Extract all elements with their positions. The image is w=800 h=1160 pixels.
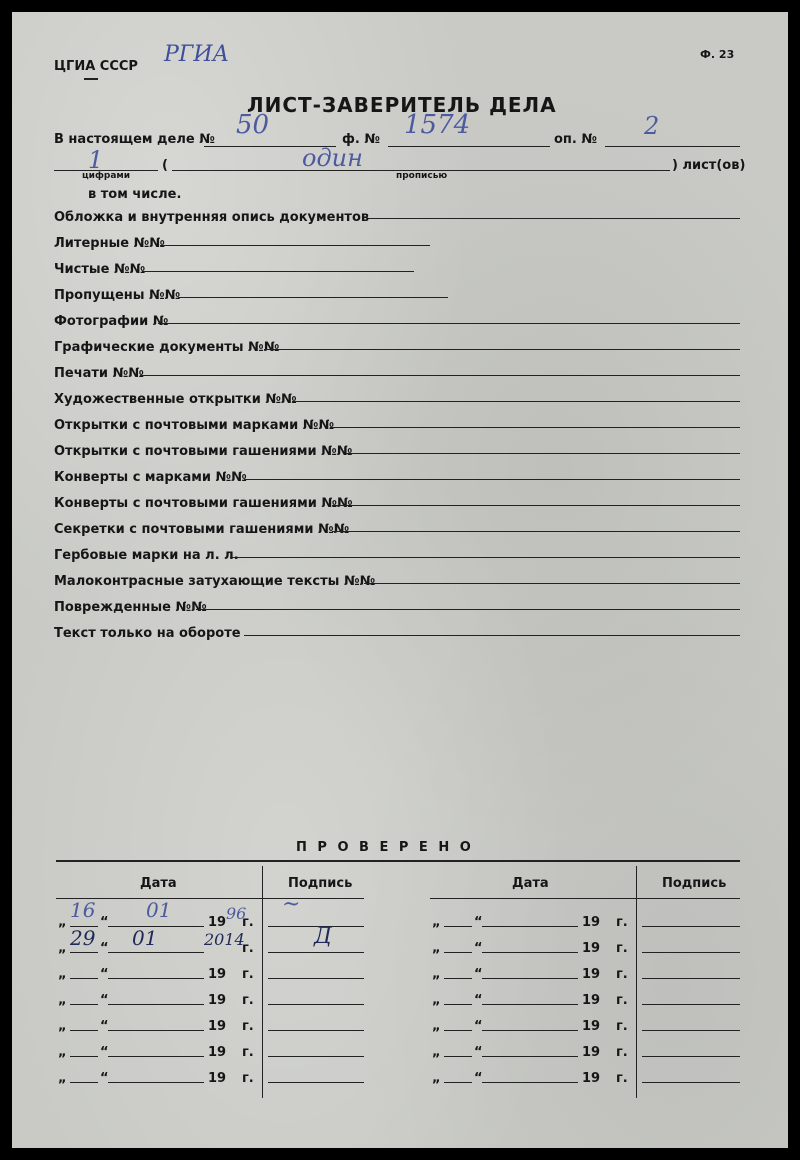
sign-line bbox=[268, 952, 364, 953]
case-number: 50 bbox=[236, 110, 270, 140]
left-date-header: Дата bbox=[140, 876, 177, 891]
row-label: Гербовые марки на л. л. bbox=[54, 548, 239, 563]
year-prefix: 19 bbox=[582, 941, 601, 956]
month-line bbox=[482, 978, 578, 979]
including-label: в том числе. bbox=[88, 187, 182, 202]
month-line bbox=[482, 1004, 578, 1005]
row-label: Текст только на обороте bbox=[54, 626, 241, 641]
row-line bbox=[368, 218, 740, 219]
fond-number: 1574 bbox=[404, 110, 471, 140]
day-line bbox=[70, 1004, 98, 1005]
sheets-suffix: ) лист(ов) bbox=[672, 158, 746, 173]
quote-open: „ bbox=[432, 915, 441, 930]
opis-underline bbox=[605, 146, 740, 147]
year-prefix: 19 bbox=[582, 1019, 601, 1034]
row-line bbox=[230, 557, 740, 558]
opis-label: оп. № bbox=[554, 132, 598, 147]
sign-line bbox=[268, 1030, 364, 1031]
sign-line bbox=[642, 978, 740, 979]
year-suffix: г. bbox=[242, 1045, 254, 1060]
month-line bbox=[108, 978, 204, 979]
document-title: ЛИСТ-ЗАВЕРИТЕЛЬ ДЕЛА bbox=[247, 93, 557, 117]
hand-month-1: 01 bbox=[146, 898, 172, 922]
archive-handwritten-name: РГИА bbox=[164, 42, 230, 67]
quote-open: „ bbox=[432, 1019, 441, 1034]
year-prefix: 19 bbox=[208, 915, 227, 930]
day-line bbox=[70, 1056, 98, 1057]
row-line bbox=[292, 401, 740, 402]
month-line bbox=[108, 952, 204, 953]
day-line bbox=[444, 978, 472, 979]
left-header-rule bbox=[56, 898, 364, 899]
year-suffix: г. bbox=[616, 1071, 628, 1086]
sign-line bbox=[268, 1004, 364, 1005]
year-suffix: г. bbox=[242, 915, 254, 930]
year-suffix: г. bbox=[242, 967, 254, 982]
quote-close: “ bbox=[474, 1045, 483, 1060]
day-line bbox=[444, 1056, 472, 1057]
year-prefix: 19 bbox=[582, 1045, 601, 1060]
year-prefix: 19 bbox=[208, 1071, 227, 1086]
sign-line bbox=[268, 978, 364, 979]
day-line bbox=[444, 926, 472, 927]
year-suffix: г. bbox=[616, 941, 628, 956]
quote-close: “ bbox=[100, 993, 109, 1008]
row-line bbox=[142, 271, 414, 272]
year-suffix: г. bbox=[242, 1019, 254, 1034]
quote-close: “ bbox=[474, 1019, 483, 1034]
row-line bbox=[178, 297, 448, 298]
day-line bbox=[444, 1030, 472, 1031]
year-prefix: 19 bbox=[582, 993, 601, 1008]
right-date-header: Дата bbox=[512, 876, 549, 891]
quote-open: „ bbox=[432, 967, 441, 982]
count-digits: 1 bbox=[88, 146, 104, 174]
row-label: Чистые №№ bbox=[54, 262, 146, 277]
quote-open: „ bbox=[58, 915, 67, 930]
hand-day-2: 29 bbox=[70, 926, 96, 950]
sign-line bbox=[268, 1082, 364, 1083]
row-label: Конверты с марками №№ bbox=[54, 470, 247, 485]
quote-close: “ bbox=[100, 941, 109, 956]
document-page bbox=[12, 12, 788, 1148]
quote-open: „ bbox=[432, 993, 441, 1008]
row-label: Открытки с почтовыми гашениями №№ bbox=[54, 444, 353, 459]
quote-open: „ bbox=[58, 967, 67, 982]
year-prefix: 19 bbox=[208, 967, 227, 982]
quote-open: „ bbox=[58, 993, 67, 1008]
day-line bbox=[70, 952, 98, 953]
archive-name: ЦГИА СССР bbox=[54, 59, 138, 74]
row-label: Печати №№ bbox=[54, 366, 144, 381]
opis-number: 2 bbox=[644, 112, 660, 140]
case-label: В настоящем деле № bbox=[54, 132, 215, 147]
quote-open: „ bbox=[58, 1019, 67, 1034]
month-line bbox=[108, 1030, 204, 1031]
quote-close: “ bbox=[474, 941, 483, 956]
month-line bbox=[482, 1056, 578, 1057]
quote-open: „ bbox=[58, 1045, 67, 1060]
row-line bbox=[364, 583, 740, 584]
checked-heading: П Р О В Е Р Е Н О bbox=[296, 840, 474, 855]
digits-caption: цифрами bbox=[82, 171, 131, 181]
quote-close: “ bbox=[100, 1019, 109, 1034]
year-prefix: 19 bbox=[582, 967, 601, 982]
left-sign-header: Подпись bbox=[288, 876, 353, 891]
right-table-divider bbox=[636, 866, 637, 1098]
open-paren: ( bbox=[162, 158, 168, 173]
month-line bbox=[482, 1082, 578, 1083]
row-line bbox=[330, 427, 740, 428]
quote-open: „ bbox=[58, 1071, 67, 1086]
row-label: Художественные открытки №№ bbox=[54, 392, 297, 407]
sign-line bbox=[642, 926, 740, 927]
row-label: Обложка и внутренняя опись документов bbox=[54, 210, 370, 225]
quote-close: “ bbox=[474, 1071, 483, 1086]
quote-open: „ bbox=[432, 941, 441, 956]
day-line bbox=[70, 1082, 98, 1083]
year-suffix: г. bbox=[616, 993, 628, 1008]
hand-year-1: 96 bbox=[226, 904, 247, 923]
day-line bbox=[444, 1004, 472, 1005]
quote-open: „ bbox=[432, 1071, 441, 1086]
row-line bbox=[346, 453, 740, 454]
row-label: Конверты с почтовыми гашениями №№ bbox=[54, 496, 353, 511]
quote-open: „ bbox=[432, 1045, 441, 1060]
sign-line bbox=[642, 1030, 740, 1031]
sign-line bbox=[642, 1004, 740, 1005]
sign-line bbox=[268, 1056, 364, 1057]
row-line bbox=[332, 505, 740, 506]
row-label: Секретки с почтовыми гашениями №№ bbox=[54, 522, 350, 537]
year-prefix: 19 bbox=[208, 993, 227, 1008]
hand-month-2: 01 bbox=[132, 926, 158, 950]
fond-label: ф. № bbox=[342, 132, 381, 147]
month-line bbox=[482, 926, 578, 927]
sign-line bbox=[642, 1056, 740, 1057]
year-prefix: 19 bbox=[582, 1071, 601, 1086]
month-line bbox=[482, 952, 578, 953]
left-table-divider bbox=[262, 866, 263, 1098]
year-suffix: г. bbox=[616, 915, 628, 930]
form-number: Ф. 23 bbox=[700, 48, 735, 61]
row-line bbox=[332, 531, 740, 532]
day-line bbox=[444, 952, 472, 953]
quote-open: „ bbox=[58, 941, 67, 956]
sign-line bbox=[642, 952, 740, 953]
sign-line bbox=[642, 1082, 740, 1083]
hand-year-2: 2014 bbox=[204, 930, 245, 949]
row-label: Малоконтрасные затухающие тексты №№ bbox=[54, 574, 376, 589]
year-suffix: г. bbox=[242, 941, 254, 956]
row-label: Поврежденные №№ bbox=[54, 600, 207, 615]
year-prefix: 19 bbox=[582, 915, 601, 930]
quote-close: “ bbox=[100, 1045, 109, 1060]
hand-sign-1: ~ bbox=[282, 892, 301, 917]
quote-close: “ bbox=[100, 915, 109, 930]
year-prefix: 19 bbox=[208, 1045, 227, 1060]
row-line bbox=[264, 349, 740, 350]
quote-close: “ bbox=[100, 967, 109, 982]
right-header-rule bbox=[430, 898, 740, 899]
row-line bbox=[160, 245, 430, 246]
month-line bbox=[108, 1004, 204, 1005]
quote-close: “ bbox=[474, 915, 483, 930]
year-prefix: 19 bbox=[208, 1019, 227, 1034]
year-suffix: г. bbox=[616, 1019, 628, 1034]
row-line bbox=[244, 635, 740, 636]
row-label: Графические документы №№ bbox=[54, 340, 280, 355]
quote-close: “ bbox=[100, 1071, 109, 1086]
year-suffix: г. bbox=[616, 1045, 628, 1060]
year-suffix: г. bbox=[616, 967, 628, 982]
day-line bbox=[70, 1030, 98, 1031]
year-suffix: г. bbox=[242, 1071, 254, 1086]
row-line bbox=[244, 479, 740, 480]
hand-sign-2: Д bbox=[314, 924, 332, 949]
day-line bbox=[444, 1082, 472, 1083]
quote-close: “ bbox=[474, 993, 483, 1008]
row-label: Пропущены №№ bbox=[54, 288, 181, 303]
checked-top-rule bbox=[56, 860, 740, 862]
day-line bbox=[70, 978, 98, 979]
month-line bbox=[482, 1030, 578, 1031]
row-label: Открытки с почтовыми марками №№ bbox=[54, 418, 335, 433]
row-label: Фотографии № bbox=[54, 314, 169, 329]
row-label: Литерные №№ bbox=[54, 236, 165, 251]
row-line bbox=[140, 375, 740, 376]
fond-underline bbox=[388, 146, 550, 147]
count-words: один bbox=[302, 144, 363, 172]
quote-close: “ bbox=[474, 967, 483, 982]
row-line bbox=[158, 323, 740, 324]
words-caption: прописью bbox=[396, 171, 448, 181]
year-suffix: г. bbox=[242, 993, 254, 1008]
month-line bbox=[108, 1082, 204, 1083]
right-sign-header: Подпись bbox=[662, 876, 727, 891]
month-line bbox=[108, 1056, 204, 1057]
row-line bbox=[196, 609, 740, 610]
archive-name-dash bbox=[84, 78, 98, 80]
hand-day-1: 16 bbox=[70, 898, 96, 922]
